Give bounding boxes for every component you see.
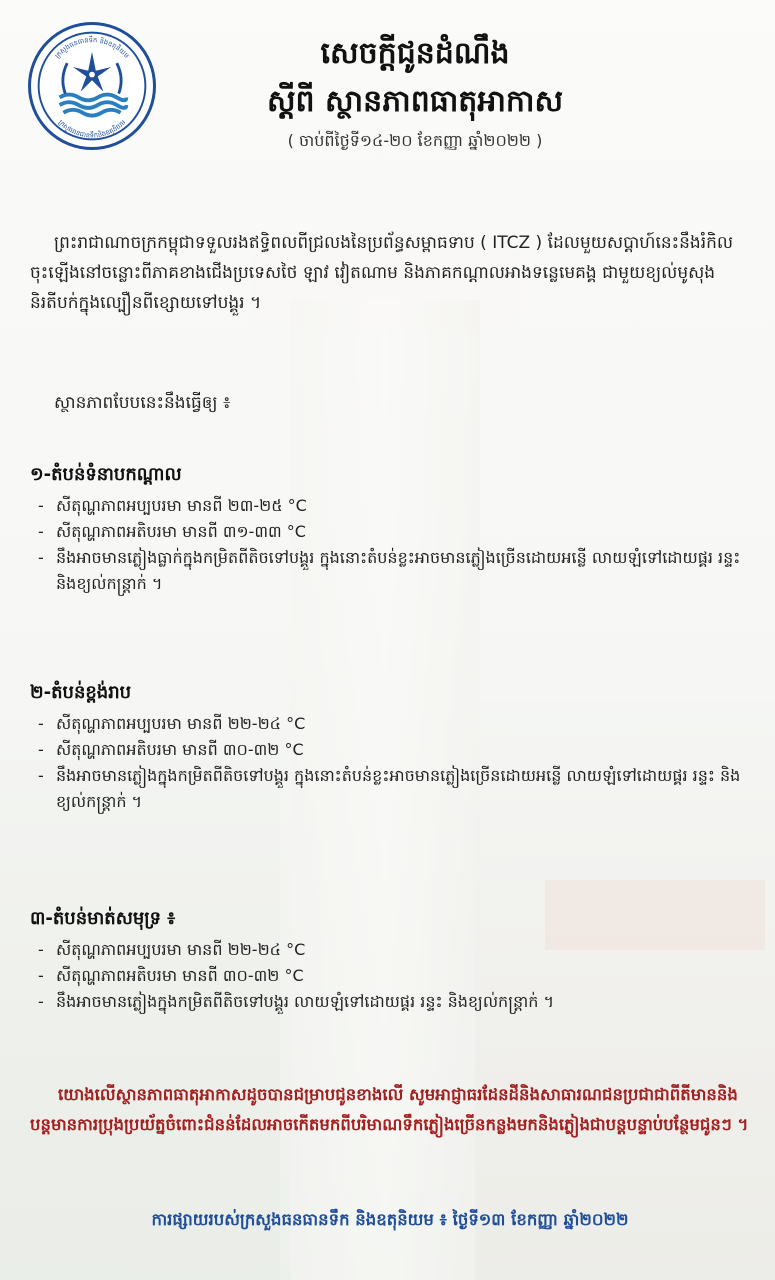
- rain-item: - នឹងអាចមានភ្លៀងក្នុងកម្រិតពីតិចទៅបង្គួរ ក្នុងនោះតំបន់ខ្លះអាចមានភ្លៀងច្រើនដោយអន្លើ លាយឡំទៅដោយផ្គរ រន្ទះ និងខ្យល់កន្ត្រាក់ ។: [38, 763, 755, 815]
- notice-subject: ស្តីពី ស្ថានភាពធាតុអាកាស: [266, 84, 564, 119]
- min-temp-item: - សីតុណ្ហភាពអប្បបរមា មានពី ២២-២៤ °C: [38, 937, 755, 963]
- publisher-footer: ការផ្សាយរបស់ក្រសួងធនធានទឹក និងឧតុនិយម ៖ ថ្ងៃទី១៣ ខែកញ្ញា ឆ្នាំ២០២២: [151, 1210, 629, 1229]
- max-temp-item: - សីតុណ្ហភាពអតិបរមា មានពី ៣០-៣២ °C: [38, 963, 755, 989]
- region-plateau: [30, 680, 755, 815]
- max-temp-item: - សីតុណ្ហភាពអតិបរមា មានពី ៣១-៣៣ °C: [38, 519, 755, 545]
- logo-top-text: ក្រសួងធនធានទឹក និងឧតុនិយម: [53, 36, 131, 60]
- region-heading: ៣-តំបន់មាត់សមុទ្រ ៖: [30, 908, 176, 929]
- region-central-lowland: [30, 462, 755, 597]
- rain-item: - នឹងអាចមានភ្លៀងធ្លាក់ក្នុងកម្រិតពីតិចទៅបង្គួរ ក្នុងនោះតំបន់ខ្លះអាចមានភ្លៀងច្រើនដោយអន្លើ លាយឡំទៅដោយផ្គរ រន្ទះ និងខ្យល់កន្ត្រាក់ ។: [38, 545, 755, 597]
- min-temp-item: - សីតុណ្ហភាពអប្បបរមា មានពី ២៣-២៥ °C: [38, 493, 755, 519]
- svg-text:ក្រសួងធនធានទឹកនិងឧតុនិយម: [57, 118, 128, 139]
- rain-item: - នឹងអាចមានភ្លៀងក្នុងកម្រិតពីតិចទៅបង្គួរ លាយឡំទៅដោយផ្គរ រន្ទះ និងខ្យល់កន្ត្រាក់ ។: [38, 989, 755, 1015]
- min-temp-item: - សីតុណ្ហភាពអប្បបរមា មានពី ២២-២៤ °C: [38, 711, 755, 737]
- ministry-logo: [28, 22, 156, 150]
- region-heading: ១-តំបន់ទំនាបកណ្តាល: [30, 464, 182, 485]
- notice-title: សេចក្តីជូនដំណឹង: [320, 36, 510, 71]
- region-coastal: [30, 906, 755, 1015]
- warning-paragraph: យោងលើស្ថានភាពធាតុអាកាសដូចបានជម្រាបជូនខាងលើ សូមអាជ្ញាធរដែនដីនិងសាធារណជនប្រជាជាពីតីមាននិងបន្តមានការប្រុងប្រយ័ត្នចំពោះជំនន់ដែលអាចកើតមកពីបរិមាណទឹកភ្លៀងច្រើនកន្លងមកនិងភ្លៀងជាបន្តបន្ទាប់បន្ថែមជូនៗ ។: [30, 1085, 749, 1134]
- logo-bottom-text: ក្រសួងធនធានទឹកនិងឧតុនិយម: [56, 118, 128, 140]
- region-heading: ២-តំបន់ខ្ពង់រាប: [30, 682, 132, 703]
- date-range: ( ចាប់ពីថ្ងៃទី១៤-២០ ខែកញ្ញា ឆ្នាំ២០២២ ): [287, 131, 543, 150]
- compass-star-waves-icon: [31, 25, 153, 147]
- intro-paragraph: ព្រះរាជាណាចក្រកម្ពុជាទទួលរងឥទ្ធិពលពីជ្រលងនៃប្រព័ន្ធសម្ពាធទាប ( ITCZ ) ដែលមួយសប្តាហ៍នេះនឹងរំកិលចុះឡើងនៅចន្លោះពីភាគខាងជើងប្រទេសថៃ ឡាវ វៀតណាម និងភាគកណ្តាលអាងទន្លេមេគង្គ ជាមួយខ្យល់មូសុងនិរតីបក់ក្នុងល្បឿនពីខ្សោយទៅបង្គួរ ។: [30, 233, 734, 313]
- lead-line: ស្ថានភាពបែបនេះនឹងធ្វើឲ្យ ៖: [54, 393, 231, 413]
- max-temp-item: - សីតុណ្ហភាពអតិបរមា មានពី ៣០-៣២ °C: [38, 737, 755, 763]
